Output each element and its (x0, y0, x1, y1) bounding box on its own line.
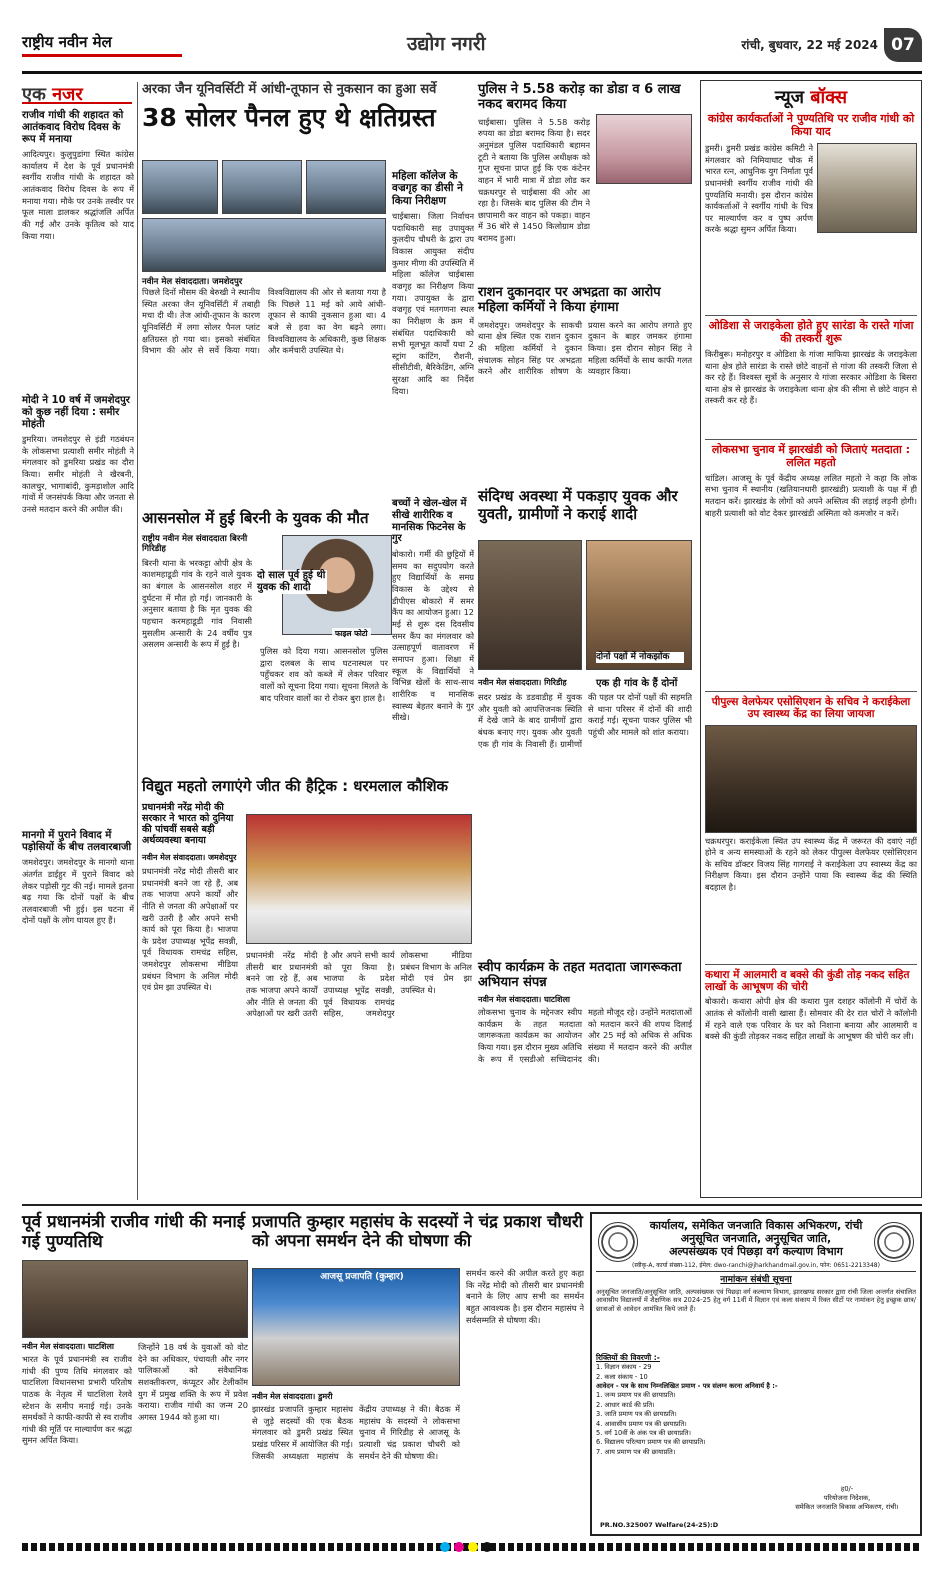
notice-body: अनुसूचित जनजाति/अनुसूचित जाति, अल्पसंख्यक एवं पिछड़ा वर्ग कल्याण विभाग, झारखण्ड सरकार द्वारा रांची जिला अन्तर्गत संचालित आवासीय विद्यालयों में शैक्षणिक सत्र 2024-25 हेतु वर्ग 11वीं में विज्ञान एवं कला संकाय में रिक्त सीटों पर नामांकन हेतु इच्छुक छात्र/छात्राओं से आवेदन आमंत्रित किये जाते हैं। (596, 1287, 916, 1314)
box-divider-4 (705, 964, 917, 965)
notice-title-3: अल्पसंख्यक एवं पिछड़ा वर्ग कल्याण विभाग (669, 1244, 843, 1258)
box-divider-1 (705, 315, 917, 316)
prajapati-body: झारखंड प्रजापति कुम्हार महासंघ से जुड़े सदस्यों की एक बैठक मंगलवार को डुमरी प्रखंड स्थित प्रखंड परिसर में आयोजित की गई। जिसकी अध्यक्षता महासंघ के केंद्रीय उपाध्यक्ष ने की। बैठक में महासंघ के सदस्यों ने लोकसभा चुनाव में गिरिडीह से आजसू के प्रत्याशी चंद्र प्रकाश चौधरी को समर्थन देने की घोषणा की। (252, 1404, 460, 1461)
notice-item: आवेदन - पत्र के साथ निम्नलिखित प्रमाण - पत्र संलग्न करना अनिवार्य है :- (596, 1382, 778, 1391)
ration-headline: राशन दुकानदार पर अभद्रता का आरोप महिला कर्मियों ने किया हंगामा (478, 285, 661, 316)
prajapati-story (252, 1212, 584, 1536)
asansol-byline: राष्ट्रीय नवीन मेल संवाददाता बिरनी गिरिडीह (142, 533, 248, 554)
solar-photo-1 (142, 160, 218, 214)
box-photo-1 (817, 143, 917, 233)
registration-dot-cyan (440, 1542, 450, 1552)
solar-kicker: अरका जैन यूनिवर्सिटी में आंधी-तूफान से नुकसान का हुआ सर्वे (142, 82, 437, 97)
couple-byline: नवीन मेल संवाददाता। गिरिडीह (478, 678, 567, 687)
prajapati-photo (252, 1268, 460, 1386)
couple-story (478, 488, 692, 958)
notice-signoff (782, 1484, 912, 1511)
rajiv-photo (22, 1260, 248, 1338)
registration-dot-yellow (468, 1542, 478, 1552)
college-body: चाईबासा। जिला निर्वाचन पदाधिकारी सह उपायुक्त कुलदीप चौधरी के द्वारा उप विकास आयुक्त संदीप कुमार मीणा की उपस्थिति में महिला कॉलेज चाईबासा वज्रगृह का निरीक्षण किया गया। उपायुक्त के द्वारा वज्रगृह एवं मतगणना स्थल का निरीक्षण के क्रम में संबंधित पदाधिकारी को सभी मूलभूत कार्यों यथा 2 स्ट्रांग कांटिंग, रौशनी, सीसीटीवी, बैरिकेडिंग, अग्नि सुरक्षा आदि का निर्देश दिया। (392, 211, 474, 396)
box-divider-2 (705, 439, 917, 440)
signoff-title: परियोजना निदेशक, (823, 1494, 871, 1502)
left-body-2: डुमरिया। जमशेदपुर से इंडी गठबंधन के लोकसभा प्रत्याशी समीर मोहंती ने मंगलवार को डुमरिया प्रखंड का दौरा किया। समीर मोहंती ने खैरबनी, कालचुर, भागाबांदी, कुमड़ाशोल आदि गांवों में जनसंपर्क किया और जनता से उनसे मतदान करने की अपील की। (22, 434, 134, 515)
column-divider (137, 82, 138, 1200)
box-photo-4 (705, 725, 917, 833)
solar-photo-2 (222, 160, 302, 214)
asansol-body: बिरनी थाना के भरकट्टा ओपी क्षेत्र के काशमहाडूडी गांव के रहने वाले युवक का बंगाल के आसनसोल शहर में दुर्घटना में मौत हो गई। जानकारी के अनुसार बताया है कि मृत युवक की पहचान करमहाडूडी गांव निवासी मुसलीम अन्सारी के 24 वर्षीय पुत्र असलम अन्सारी के रूप में हुई है। (142, 557, 252, 650)
left-headline-3: मानगो में पुराने विवाद में पड़ोसियों के बीच तलवारबाजी (22, 830, 132, 854)
vidyut-byline: नवीन मेल संवाददाता। जमशेदपुर (142, 852, 237, 862)
couple-photo-1 (478, 540, 582, 670)
bottom-divider (22, 1204, 922, 1206)
notice-item: 1. विज्ञान संकाय - 29 (596, 1363, 652, 1372)
vidyut-photo (246, 814, 472, 944)
rajiv-story (22, 1212, 248, 1536)
box-headline-2: ओडिशा से जराइकेला होते हुए सारंडा के रास्ते गांजा की तस्करी शुरू (708, 318, 914, 345)
prajapati-banner-text: आजसू प्रजापति (कुम्हार) (320, 1272, 404, 1282)
college-story (392, 170, 474, 490)
box-headline-1: कांग्रेस कार्यकर्ताओं ने पुण्यतिथि पर राजीव गांधी को किया याद (707, 112, 915, 138)
box-body-3: चांडिल। आजसू के पूर्व केंद्रीय अध्यक्ष ललित महतो ने कहा कि लोक सभा चुनाव में स्थानीय (खतियानधारी झारखंडी) प्रत्याशी के पक्ष में ही मतदान करें। झारखंड के लोगों को अपने अस्तित्व की लड़ाई लड़नी होगी। बाहरी प्रत्याशी को वोट देकर झारखंडी अस्मिता को कमजोर न करें। (705, 472, 917, 518)
solar-headline: 38 सोलर पैनल हुए थे क्षतिग्रस्त (142, 103, 436, 133)
box-body-1: डुमरी। डुमरी प्रखंड कांग्रेस कमिटी ने मंगलवार को निमियाघाट चौक में भारत रत्न, आधुनिक युग निर्माता पूर्व प्रधानमंत्री स्वर्गीय राजीव गांधी की पुण्यतिथि मनायी। इस दौरान कांग्रेस कार्यकर्ताओं ने स्वर्गीय गांधी के चित्र पर माल्यार्पण कर व पुष्प अर्पण करके श्रद्धा सुमन अर्पित किया। (705, 142, 813, 235)
page-number: 07 (884, 28, 922, 62)
sveep-headline: स्वीप कार्यक्रम के तहत मतदाता जागरूकता अभियान संपन्न (478, 960, 682, 991)
notice-item: 5. वर्ग 10वीं के अंक पत्र की छायाप्रति। (596, 1428, 692, 1437)
notice-item: 2. कला संकाय - 10 (596, 1372, 648, 1381)
left-headline-2: मोदी ने 10 वर्ष में जमशेदपुर को कुछ नहीं दिया : समीर मोहंती (22, 395, 130, 431)
vidyut-body: प्रधानमंत्री नरेंद्र मोदी तीसरी बार प्रधानमंत्री बनने जा रहे हैं, अब तक भाजपा अपने कार्यों और नीति से जनता की अपेक्षाओं पर खरी उतरी है और अपने सभी कार्य को पूरा किया है। भाजपा के प्रदेश उपाध्यक्ष भूपेंद्र सवन्नी, पूर्व विधायक रामचंद्र सहिस, जमशेदपुर लोकसभा मीडिया प्रबंधन विभाग के अनिल मोदी एवं प्रेम झा उपस्थित थे। (142, 865, 238, 993)
sveep-byline: नवीन मेल संवाददाता। घाटशिला (478, 994, 570, 1004)
notice-item: 2. आधार कार्ड की प्रति। (596, 1400, 655, 1409)
ration-story (478, 285, 692, 475)
police-story (478, 82, 692, 282)
kids-story (392, 498, 474, 768)
news-box-label-b: बॉक्स (810, 87, 848, 108)
government-notice (590, 1212, 922, 1536)
couple-headline: संदिग्ध अवस्था में पकड़ाए युवक और युवती, ग्रामीणों ने कराई शादी (478, 487, 678, 523)
department-seal-icon (874, 1222, 914, 1262)
college-headline: महिला कॉलेज के वज्रगृह का डीसी ने किया निरीक्षण (392, 170, 463, 207)
prajapati-headline: प्रजापति कुम्हार महासंघ के सदस्यों ने चंद्र प्रकाश चौधरी को अपना समर्थन देने की घोषणा की (252, 1212, 583, 1251)
solar-photo-4 (142, 218, 386, 272)
page-header (22, 28, 922, 74)
notice-item: 3. जाति प्रमाण पत्र की छायाप्रति। (596, 1410, 677, 1419)
solar-text-block (142, 277, 386, 485)
asansol-photo-quote: दो साल पूर्व हुई थी युवक की शादी (257, 570, 326, 593)
notice-address: (स्वीकृ-A, कार्या संख्या-112, ईमेल: dwo-ranchi@jharkhandmail.gov.in, फोन: 0651-2213348) (596, 1261, 916, 1272)
ek-nazar-tag (22, 82, 132, 104)
rajiv-body: भारत के पूर्व प्रधानमंत्री स्व राजीव गांधी की पुण्य तिथि मंगलवार को घाटशिला विधानसभा प्रभारी परितोष पाठक के नेतृत्व में घाटशिला रेलवे स्टेशन के समीप मनाई गई। उनके समर्थकों ने काफी-काफी से स्व राजीव गांधी की मूर्ति पर माल्यार्पण कर श्रद्धा सुमन अर्पित किया। (22, 1354, 132, 1446)
box-headline-3: लोकसभा चुनाव में झारखंडी को जिताएं मतदाता : ललित महतो (711, 442, 911, 469)
rajiv-headline: पूर्व प्रधानमंत्री राजीव गांधी की मनाई गई पुण्यतिथि (22, 1212, 246, 1253)
notice-item: 1. जन्म प्रमाण पत्र की छायाप्रति। (596, 1391, 676, 1400)
left-headline-1: राजीव गांधी की शहादत को आतंकवाद विरोध दिवस के रूप में मनाया (22, 110, 124, 146)
asansol-body-2: पुलिस को दिया गया। आसनसोल पुलिस द्वारा दलबल के साथ घटनास्थल पर पहुँचकर शव को कब्जे में लेकर परिवार वालों को सूचना दिया गया। सूचना मिलते के बाद परिवार वालों का रो रोकर बुरा हाल है। (260, 646, 388, 703)
police-headline: पुलिस ने 5.58 करोड़ का डोडा व 6 लाख नकद बरामद किया (478, 82, 681, 113)
news-box (700, 80, 922, 1198)
solar-byline: नवीन मेल संवाददाता। जमशेदपुर (142, 277, 243, 287)
registration-dot-black (482, 1542, 492, 1552)
box-headline-4: पीपुल्स वेलफेयर एसोसिएशन के सचिव ने कराईकेला उप स्वास्थ्य केंद्र का लिया जायजा (711, 695, 911, 721)
signoff-office: समेकित जनजाति विकास अभिकरण, रांची। (795, 1503, 899, 1511)
notice-item: 6. विद्यालय परित्याग प्रमाण पत्र की छायाप्रति। (596, 1438, 706, 1447)
notice-heading: नामांकन संबंधी सूचना (720, 1274, 792, 1285)
police-photo (596, 114, 692, 184)
vidyut-story (142, 778, 472, 1198)
registration-dot-magenta (454, 1542, 464, 1552)
couple-subhead: एक ही गांव के हैं दोनों (596, 678, 678, 689)
news-box-label-a: न्यूज (774, 87, 804, 108)
prajapati-body-2: समर्थन करने की अपील करते हुए कहा कि नरेंद्र मोदी को तीसरी बार प्रधानमंत्री बनाने के लिए आप सभी का समर्थन बहुत आवश्यक है। इस दौरान महासंघ ने सर्वसम्मति से घोषणा की। (466, 1268, 584, 1325)
asansol-story (142, 510, 388, 772)
masthead-underline (22, 54, 182, 57)
vidyut-headline: विद्युत महतो लगाएंगे जीत की हैट्रिक : धरमलाल कौशिक (142, 777, 449, 795)
box-body-2: किरीबुरू। मनोहरपुर व ओडिशा के गांजा माफिया झारखंड के जराइकेला थाना क्षेत्र होते सारंडा के रास्ते छोटे वाहनों से गांजा की तस्करी जिला से कर रहे हैं। विश्वस्त सूत्रों के अनुसार ये गांजा सरकार ओडिशा के बिसरा थाना क्षेत्र से झारखंड के जराइकेला थाना क्षेत्र की सीमा से छोटे वाहन से तस्करी कर रहे हैं। (705, 348, 917, 406)
left-body-1: आदित्यपुर। कुलुपुडांगा स्थित कांग्रेस कार्यालय में देश के पूर्व प्रधानमंत्री स्वर्गीय राजीव गांधी के शहादत को आतंकवाद विरोध दिवस के रूप में मनाया गया। मौके पर उनके तस्वीर पर फूल माला डालकर श्रद्धांजलि अर्पित की गई और उनके कृतित्व को याद किया गया। (22, 149, 134, 241)
solar-body: पिछले दिनों मौसम की बेरुखी ने स्थानीय स्थित अरका जैन यूनिवर्सिटी में तबाही मचा दी थी। तेज आंधी-तूफान के कारण यूनिवर्सिटी में लगा सोलर पैनल प्लांट क्षतिग्रस्त हो गया था। इसको संबंधित विभाग की ओर से सर्वे किया गया। विश्वविद्यालय की ओर से बताया गया है कि पिछले 11 मई को आये आंधी-तूफान से काफी नुकसान हुआ था। 4 बजे से हवा का वेग बढ़ने लगा। विश्वविद्यालय के अधिकारी, कुछ शिक्षक और कर्मचारी उपस्थित थे। (142, 287, 386, 356)
jharkhand-seal-icon (598, 1222, 638, 1262)
notice-pr-number: PR.NO.325007 Welfare(24-25):D (600, 1521, 719, 1530)
kids-headline: बच्चों ने खेल-खेल में सीखे शारीरिक व मानसिक फिटनेस के गुर (392, 498, 467, 545)
kids-body: बोकारो। गर्मी की छुट्टियों में समय का सदुपयोग करते हुए विद्यार्थियों के समग्र विकास के उद्देश्य से डीपीएस बोकारो में समर कैंप का आयोजन हुआ। 12 मई से शुरू दस दिवसीय समर कैंप का मंगलवार को उत्साहपूर्ण वातावरण में समापन हुआ। शिक्षा में स्कूल के विद्यार्थियों ने विभिन्न खेलों के साथ-साथ शारीरिक व मानसिक स्वास्थ्य बेहतर बनाने के गुर सीखे। (392, 549, 474, 723)
police-body: चाईबासा। पुलिस ने 5.58 करोड़ रुपया का डोडा बरामद किया है। सदर अनुमंडल पुलिस पदाधिकारी बहामन टूटी ने बताया कि पुलिस अधीक्षक को गुप्त सूचना प्राप्त हुई कि एक कंटेनर वाहन में भारी मात्रा में डोडा लोड कर चक्रधरपुर से चाईबासा की ओर आ रहा है। जिसके बाद पुलिस की टीम ने छापामारी कर वाहन को पकड़ा। वाहन में 36 बोरे से 1450 किलोग्राम डोडा बरामद हुआ। (478, 116, 590, 244)
box-body-4: चक्रधरपुर। कराईकेला स्थित उप स्वास्थ्य केंद्र में जरूरत की दवाएं नहीं होने व अन्य समस्याओं के रहने को लेकर पीपुल्स वेलफेयर एसोसिएशन के सचिव डॉक्टर विजय सिंह गागराई ने कराईकेला उप स्वास्थ्य केंद्र का निरीक्षण किया। इस दौरान उन्होंने पाया कि स्वास्थ्य केंद्र की स्थिति बदहाल है। (705, 835, 917, 893)
ration-body: जमशेदपुर। जमशेदपुर के साकची थाना क्षेत्र स्थित एक राशन दुकान की महिला कर्मियों ने दुकान संचालक सोहन सिंह पर अभद्रता करने और शारीरिक शोषण के प्रयास करने का आरोप लगाते हुए दुकान के बाहर जमकर हंगामा किया। इस दौरान सोहन सिंह ने महिला कर्मियों के साथ काफी गलत व्यवहार किया। (478, 319, 692, 377)
vidyut-body-2: प्रधानमंत्री नरेंद्र मोदी तीसरी बार प्रधानमंत्री बनने जा रहे हैं, अब तक भाजपा अपने कार्यों और नीति से जनता की अपेक्षाओं पर खरी उतरी है और अपने सभी कार्य को पूरा किया है। भाजपा के प्रदेश उपाध्यक्ष भूपेंद्र सवन्नी, पूर्व विधायक रामचंद्र सहिस, जमशेदपुर लोकसभा मीडिया प्रबंधन विभाग के अनिल मोदी एवं प्रेम झा उपस्थित थे। (246, 950, 472, 1019)
box-body-5: बोकारो। कथारा ओपी क्षेत्र की कथारा पुल दशहर कॉलोनी में चोरों के आतंक से कॉलोनी वासी खासा हैं। सोमवार की देर रात चोरों ने कॉलोनी में रहने वाले एक परिवार के घर को निशाना बनाया और आलमारी व बक्से की कुंडी तोड़कर नकद सहित लाखों के आभूषण की चोरी कर ली। (705, 996, 917, 1042)
left-body-3: जमशेदपुर। जमशेदपुर के मानगो थाना अंतर्गत डाईहुर में पुराने विवाद को लेकर पड़ोसी गुट की नई। मामले इतना बढ़ गया कि दोनों पक्षों के बीच तलवारबाजी भी हुई। इस घटना में दोनों पक्षों के लोग घायल हुए हैं। (22, 857, 134, 926)
masthead: राष्ट्रीय नवीन मेल (22, 33, 112, 51)
signoff-mark: ह0/- (840, 1485, 854, 1493)
rajiv-byline: नवीन मेल संवाददाता। घाटशिला (22, 1342, 114, 1351)
solar-photo-3 (306, 160, 386, 214)
notice-item: 7. आय प्रमाण पत्र की छायाप्रति। (596, 1447, 676, 1456)
notice-title-1: कार्यालय, समेकित जनजाति विकास अभिकरण, रांची (649, 1219, 863, 1232)
notice-items (596, 1363, 826, 1457)
prajapati-byline: नवीन मेल संवाददाता। डुमरी (252, 1392, 333, 1401)
couple-body: सदर प्रखंड के डडवाडीह में युवक और युवती को आपत्तिजनक स्थिति में देखे जाने के बाद ग्रामीणों द्वारा बंधक बनाए गए। युवक और युवती एक ही गांव के निवासी हैं। ग्रामीणों की पहल पर दोनों पक्षों की सहमति से थाना परिसर में दोनों की शादी कराई गई। सूचना पाकर पुलिस भी पहुंची और मामले को शांत कराया। (478, 692, 692, 749)
left-column (22, 82, 134, 1200)
notice-sub-heading: रिक्तियों की विवरणी :- (596, 1352, 660, 1362)
notice-item: 4. आवासीय प्रमाण पत्र की छायाप्रति। (596, 1419, 687, 1428)
news-box-tag (705, 85, 917, 107)
asansol-photo-credit: फाइल फोटो (332, 628, 371, 640)
couple-photo-label: दोनों पक्षों में नोकझोंक (596, 652, 684, 663)
vidyut-pull-quote: प्रधानमंत्री नरेंद्र मोदी की सरकार ने भारत को दुनिया की पांचवीं सबसे बड़ी अर्थव्यवस्था बनाया (142, 801, 234, 847)
box-headline-5: कथारा में आलमारी व बक्से की कुंडी तोड़ नकद सहित लाखों के आभूषण की चोरी (705, 968, 910, 993)
couple-photo-2 (586, 540, 692, 670)
section-title: उद्योग नगरी (407, 33, 486, 55)
notice-title-2: अनुसूचित जनजाति, अनुसूचित जाति, (680, 1231, 832, 1245)
dateline: रांची, बुधवार, 22 मई 2024 (741, 38, 878, 52)
tag-ek: एक (22, 84, 46, 105)
rajiv-body-2: जिन्होंने 18 वर्ष के युवाओं को वोट देने का अधिकार, पंचायती और नगर पालिकाओं को संवैधानिक सशक्तीकरण, कंप्यूटर और टेलीकॉम युग में प्रमुख शक्ति के रूप में प्रवेश कराया। राजीव गांधी का जन्म 20 अगस्त 1944 को हुआ था। (138, 1342, 248, 1422)
sveep-body: लोकसभा चुनाव के मद्देनजर स्वीप कार्यक्रम के तहत मतदाता जागरूकता कार्यक्रम का आयोजन किया गया। इस दौरान मुख्य अतिथि के रूप में एसडीओ सच्चिदानंद महतो मौजूद रहे। उन्होंने मतदाताओं को मतदान करने की शपथ दिलाई और 25 मई को अधिक से अधिक संख्या में मतदान करने की अपील की। (478, 1007, 692, 1064)
tag-nazar: नजर (52, 84, 83, 105)
box-divider-3 (705, 691, 917, 692)
sveep-story (478, 960, 692, 1196)
asansol-headline: आसनसोल में हुई बिरनी के युवक की मौत (142, 509, 369, 527)
